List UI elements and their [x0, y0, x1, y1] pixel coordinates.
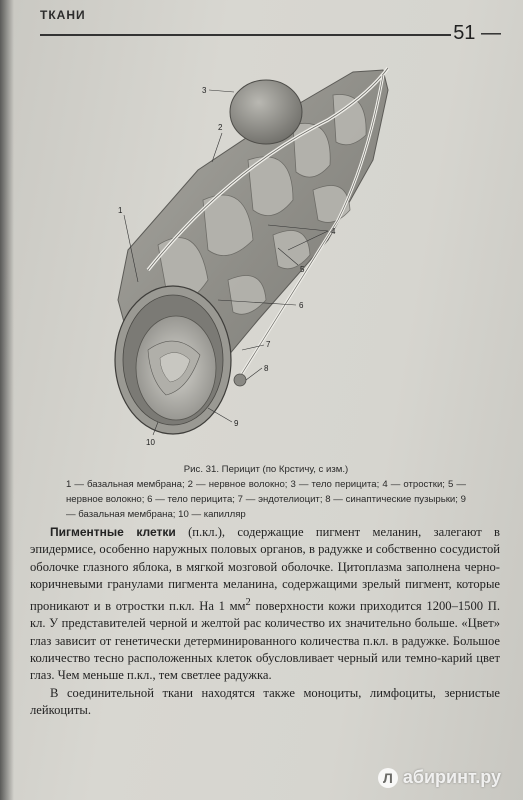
label-5: 5: [300, 265, 305, 274]
paragraph-pigment-cells: [30, 524, 500, 685]
paragraph-1-text: (п.кл.), содержащие пигмент меланин, залегают в эпидермисе, особенно наружных половых органов, в радужке и собственно сосудистой оболочке глазного яблока, в мягкой мозговой оболочке. Цитоплазма заполнена черно-коричневыми гранулами пигмента меланина, содержащими зрелый пигмент, которые проникают и в отростки п.кл. На 1 мм: [30, 525, 500, 613]
paragraph-connective-tissue: В соединительной ткани находятся также моноциты, лимфоциты, зернистые лейкоциты.: [30, 685, 500, 718]
caption-title: Рис. 31. Перицит (по Крстичу, с изм.): [183, 464, 349, 475]
label-6: 6: [299, 301, 304, 310]
figure-caption: [66, 462, 466, 522]
watermark-text: абиринт.ру: [402, 767, 501, 787]
label-9: 9: [234, 419, 239, 428]
body-text: [30, 524, 500, 720]
labirint-watermark: [378, 767, 501, 788]
running-header: [40, 6, 505, 44]
spine-shadow: [0, 0, 14, 800]
label-4: 4: [331, 227, 336, 236]
chapter-title: ТКАНИ: [40, 8, 86, 22]
capillary-drawing: [88, 50, 418, 455]
label-7: 7: [266, 340, 271, 349]
label-3: 3: [202, 86, 207, 95]
superscript-2: 2: [245, 596, 251, 608]
header-rule: [40, 34, 451, 36]
label-2: 2: [218, 123, 223, 132]
label-10: 10: [146, 438, 155, 447]
caption-legend: 1 — базальная мембрана; 2 — нервное волокно; 3 — тело перицита; 4 — отростки; 5 — нервное волокно; 6 — тело перицита; 7 — эндотелиоцит; 8 — синаптические пузырьки; 9 — базальная мембрана; 10 — капилляр: [66, 479, 466, 520]
label-8: 8: [264, 364, 269, 373]
term-pigment-cells: Пигментные клетки: [50, 525, 176, 539]
labirint-logo-icon: Л: [378, 768, 398, 788]
pericyte-illustration: [88, 50, 418, 455]
label-1: 1: [118, 206, 123, 215]
paragraph-1-end: поверхности кожи приходится 1200–1500 П. кл. У представителей черной и желтой рас количество их значительно больше. «Цвет» глаз зависит от генетически детерминированного количества п.кл. в радужке. Большое количество тесно расположенных клеток обусловливает черный или темно-карий цвет глаз. Чем меньше п.кл., тем светлее радужка.: [30, 598, 500, 683]
page-number: 51 —: [453, 22, 501, 44]
